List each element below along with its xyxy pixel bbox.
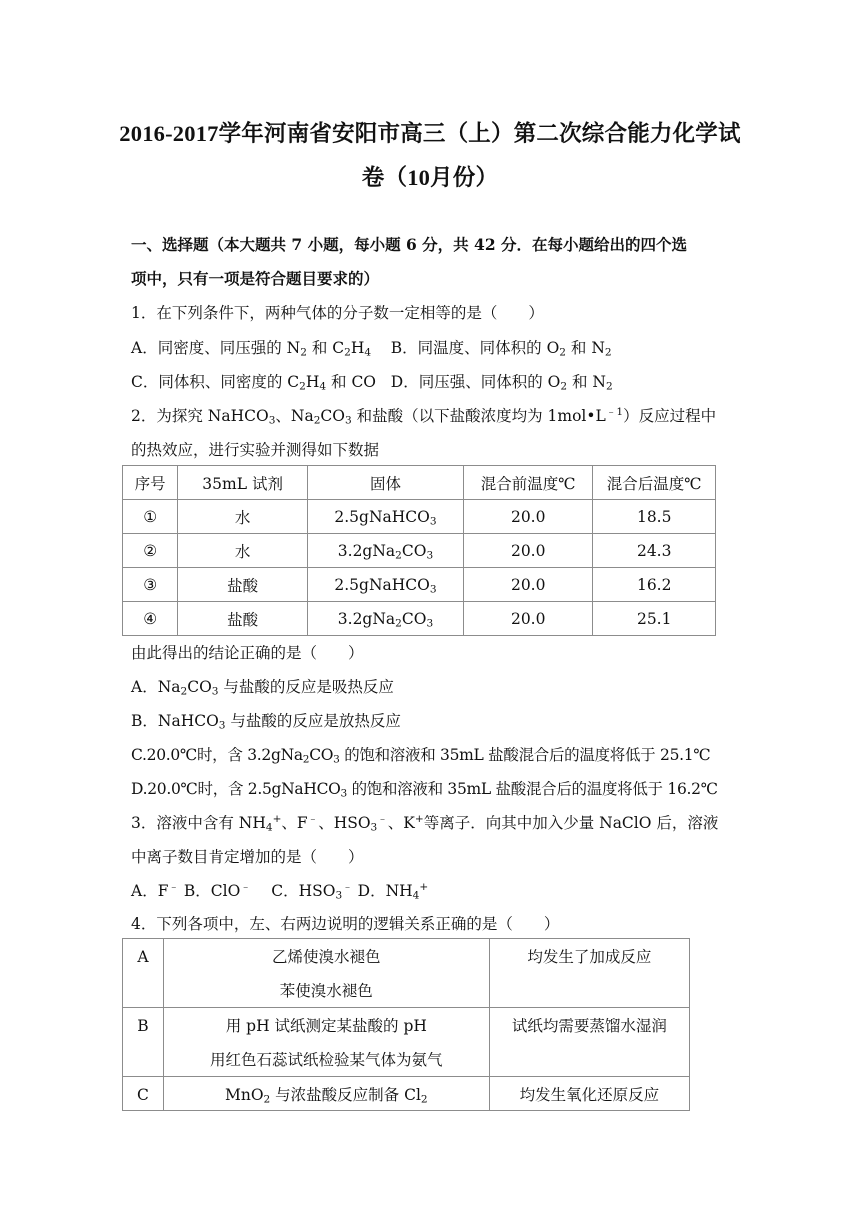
q2-option-c: C.20.0℃时，含 $3.2gNa_2CO_3$ 的饱和溶液和 35mL 盐酸混合后的温度将低于 25.1℃ xyxy=(131,746,711,766)
table-cell: 水 xyxy=(178,500,308,534)
left-statement: 用 pH 试纸测定某盐酸的 pH xyxy=(225,1017,427,1035)
table-cell: 20.0 xyxy=(464,534,593,568)
table-cell: 24.3 xyxy=(593,534,716,568)
logic-relation-table xyxy=(122,938,690,1111)
section-heading-line-2: 项中，只有一项是符合题目要求的） xyxy=(131,269,380,288)
left-statement: 用红色石蕊试纸检验某气体为氨气 xyxy=(210,1051,443,1069)
page-title-line-1: 2016-2017学年河南省安阳市高三（上）第二次综合能力化学试 xyxy=(119,121,741,146)
right-statement: 均发生了加成反应 xyxy=(489,939,689,1008)
table-cell: 盐酸 xyxy=(178,568,308,602)
table-cell: 16.2 xyxy=(593,568,716,602)
right-statement: 试纸均需要蒸馏水湿润 xyxy=(489,1008,689,1077)
q2-stem-line-2: 的热效应，进行实验并测得如下数据 xyxy=(131,441,380,459)
table-cell: $3.2gNa_2CO_3$ xyxy=(307,602,463,636)
table-cell: 25.1 xyxy=(593,602,716,636)
table-row xyxy=(123,1077,690,1111)
table-cell: 2.5gNaHCO$_3$ xyxy=(307,500,463,534)
left-statements xyxy=(163,1077,489,1111)
table-header-row xyxy=(123,466,716,500)
q2-stem-line-1: 2．为探究 NaHCO$_3$、$Na_2CO_3$ 和盐酸（以下盐酸浓度均为 $1mol•L^{﹣1}$）反应过程中 xyxy=(131,406,717,427)
q1-options-cd xyxy=(131,372,731,392)
row-label: A xyxy=(123,939,164,1008)
table-row xyxy=(123,939,690,1008)
table-cell: ④ xyxy=(123,602,178,636)
table-row xyxy=(123,568,716,602)
left-statements xyxy=(163,1008,489,1077)
table-row xyxy=(123,602,716,636)
table-cell: 18.5 xyxy=(593,500,716,534)
table-cell: ① xyxy=(123,500,178,534)
right-statement: 均发生氧化还原反应 xyxy=(489,1077,689,1111)
row-label: B xyxy=(123,1008,164,1077)
page-title-line-2: 卷（10月份） xyxy=(361,165,499,190)
experiment-data-table xyxy=(122,465,716,636)
table-header-cell: 序号 xyxy=(123,466,178,500)
table-header-cell: 固体 xyxy=(307,466,463,500)
left-statements xyxy=(163,939,489,1008)
q2-option-a: A．$Na_2CO_3$ 与盐酸的反应是吸热反应 xyxy=(131,678,394,698)
table-cell: 20.0 xyxy=(464,602,593,636)
q1-option-a: A．同密度、同压强的 $N_2$ 和 $C_2H_4$ xyxy=(131,339,372,359)
row-label: C xyxy=(123,1077,164,1111)
table-cell: 2.5gNaHCO$_3$ xyxy=(307,568,463,602)
left-statement: 乙烯使溴水褪色 xyxy=(272,948,381,966)
q2-option-d: D.20.0℃时，含 2.5gNaHCO$_3$ 的饱和溶液和 35mL 盐酸混合后的温度将低于 16.2℃ xyxy=(131,780,718,800)
table-header-cell: 混合前温度℃ xyxy=(464,466,593,500)
q2-option-b: B．NaHCO$_3$ 与盐酸的反应是放热反应 xyxy=(131,712,401,732)
q3-stem-line-2: 中离子数目肯定增加的是（ ） xyxy=(131,848,364,866)
q4-stem: 4．下列各项中，左、右两边说明的逻辑关系正确的是（ ） xyxy=(131,915,560,933)
table-cell: 20.0 xyxy=(464,500,593,534)
q1-options-ab xyxy=(131,338,731,358)
table-row xyxy=(123,534,716,568)
table-cell: 盐酸 xyxy=(178,602,308,636)
q1-option-c: C．同体积、同密度的 $C_2H_4$ 和 CO xyxy=(131,373,377,393)
table-cell: $3.2gNa_2CO_3$ xyxy=(307,534,463,568)
q3-stem-line-1: 3．溶液中含有 $NH_4^+$、F﹣、$HSO_3^﹣$、K+等离子．向其中加入少量 NaClO 后，溶液 xyxy=(131,813,719,834)
table-cell: 水 xyxy=(178,534,308,568)
left-statement: MnO$_2$ 与浓盐酸反应制备 $Cl_2$ xyxy=(224,1086,428,1106)
q1-stem: 1．在下列条件下，两种气体的分子数一定相等的是（ ） xyxy=(131,304,544,322)
left-statement: 苯使溴水褪色 xyxy=(279,982,373,1000)
table-row xyxy=(123,500,716,534)
table-header-cell: 混合后温度℃ xyxy=(593,466,716,500)
section-heading-line-1: 一、选择题（本大题共 7 小题，每小题 6 分，共 42 分．在每小题给出的四个选 xyxy=(131,235,688,254)
q1-option-b: B．同温度、同体积的 $O_2$ 和 $N_2$ xyxy=(390,339,612,359)
table-cell: 20.0 xyxy=(464,568,593,602)
table-cell: ③ xyxy=(123,568,178,602)
q2-conclusion: 由此得出的结论正确的是（ ） xyxy=(131,644,364,662)
q3-options: A．F﹣ B．ClO﹣ C．$HSO_3^﹣$ D．$NH_4^+$ xyxy=(131,881,429,902)
table-row xyxy=(123,1008,690,1077)
table-cell: ② xyxy=(123,534,178,568)
q1-option-d: D．同压强、同体积的 $O_2$ 和 $N_2$ xyxy=(390,373,613,393)
table-header-cell: 35mL 试剂 xyxy=(178,466,308,500)
